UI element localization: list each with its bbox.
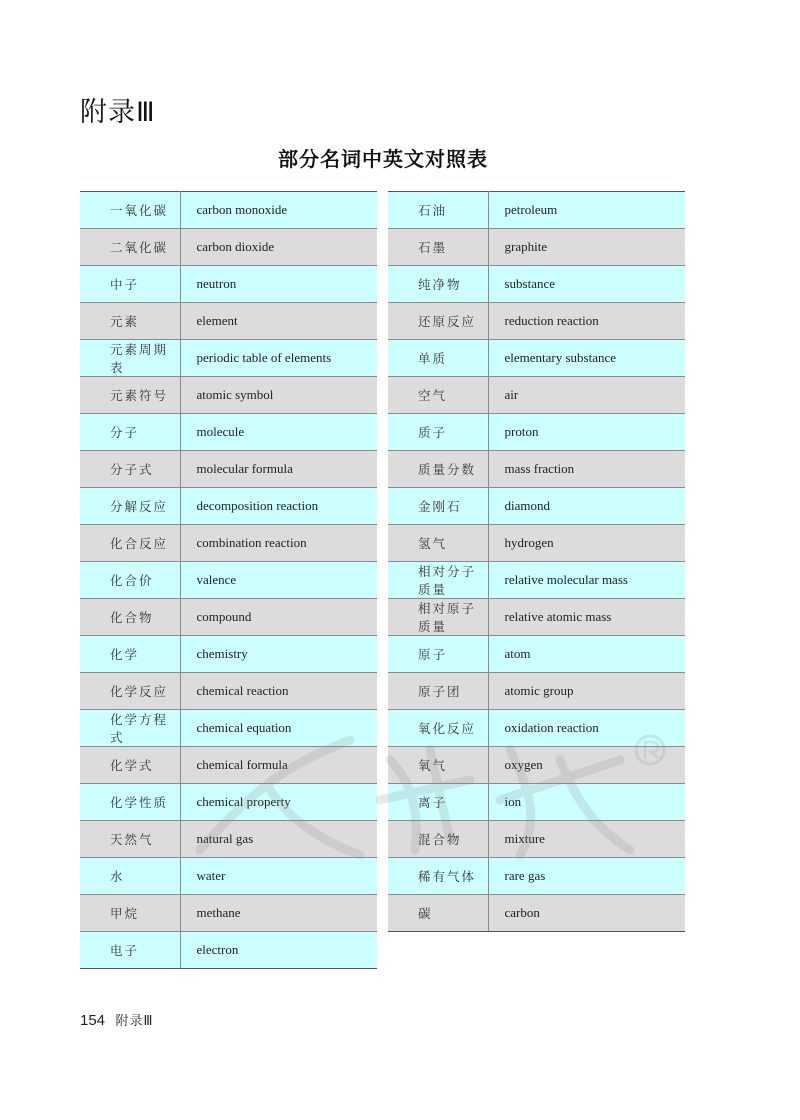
english-term: chemical formula: [180, 747, 377, 784]
chinese-term: 单质: [388, 340, 488, 377]
chinese-term: 元素符号: [80, 377, 180, 414]
chinese-term: 化学方程式: [80, 710, 180, 747]
table-row: [80, 414, 377, 451]
page-footer: [80, 1010, 153, 1029]
chinese-term: 化学性质: [80, 784, 180, 821]
chinese-term: 稀有气体: [388, 858, 488, 895]
table-row: [388, 340, 685, 377]
table-row: [80, 525, 377, 562]
english-term: elementary substance: [488, 340, 685, 377]
english-term: air: [488, 377, 685, 414]
table-row: [388, 192, 685, 229]
table-row: [80, 192, 377, 229]
english-term: molecular formula: [180, 451, 377, 488]
chinese-term: 纯净物: [388, 266, 488, 303]
chinese-term: 分子: [80, 414, 180, 451]
english-term: element: [180, 303, 377, 340]
table-title: 部分名词中英文对照表: [278, 147, 488, 171]
chinese-term: 一氧化碳: [80, 192, 180, 229]
table-row: [80, 747, 377, 784]
chinese-term: 原子团: [388, 673, 488, 710]
chinese-term: 金刚石: [388, 488, 488, 525]
table-row: [80, 821, 377, 858]
table-row: [80, 340, 377, 377]
table-row: [388, 266, 685, 303]
english-term: relative atomic mass: [488, 599, 685, 636]
chinese-term: 相对分子质量: [388, 562, 488, 599]
chinese-term: 石墨: [388, 229, 488, 266]
chinese-term: 氢气: [388, 525, 488, 562]
chinese-term: 空气: [388, 377, 488, 414]
chinese-term: 分子式: [80, 451, 180, 488]
english-term: chemical reaction: [180, 673, 377, 710]
english-term: reduction reaction: [488, 303, 685, 340]
english-term: methane: [180, 895, 377, 932]
english-term: relative molecular mass: [488, 562, 685, 599]
english-term: chemical property: [180, 784, 377, 821]
english-term: hydrogen: [488, 525, 685, 562]
table-row: [80, 562, 377, 599]
chinese-term: 相对原子质量: [388, 599, 488, 636]
english-term: diamond: [488, 488, 685, 525]
table-row: [80, 636, 377, 673]
table-row: [80, 784, 377, 821]
table-row: [388, 525, 685, 562]
chinese-term: 化合价: [80, 562, 180, 599]
chinese-term: 原子: [388, 636, 488, 673]
english-term: carbon: [488, 895, 685, 932]
table-row: [80, 229, 377, 266]
table-row: [388, 821, 685, 858]
table-row: [388, 599, 685, 636]
chinese-term: 化学: [80, 636, 180, 673]
chinese-term: 二氧化碳: [80, 229, 180, 266]
table-row: [80, 932, 377, 969]
appendix-title: 附录Ⅲ: [80, 97, 156, 128]
table-row: [80, 673, 377, 710]
table-row: [388, 858, 685, 895]
table-row: [80, 858, 377, 895]
english-term: combination reaction: [180, 525, 377, 562]
chinese-term: 石油: [388, 192, 488, 229]
chinese-term: 化学反应: [80, 673, 180, 710]
chinese-term: 分解反应: [80, 488, 180, 525]
english-term: mixture: [488, 821, 685, 858]
chinese-term: 化合反应: [80, 525, 180, 562]
table-row: [388, 562, 685, 599]
table-row: [80, 266, 377, 303]
chinese-term: 元素周期表: [80, 340, 180, 377]
footer-label: 附录Ⅲ: [115, 1014, 154, 1029]
table-row: [388, 636, 685, 673]
english-term: neutron: [180, 266, 377, 303]
table-row: [388, 414, 685, 451]
table-row: [388, 747, 685, 784]
table-row: [80, 377, 377, 414]
english-term: oxygen: [488, 747, 685, 784]
english-term: atomic group: [488, 673, 685, 710]
chinese-term: 水: [80, 858, 180, 895]
english-term: rare gas: [488, 858, 685, 895]
english-term: oxidation reaction: [488, 710, 685, 747]
english-term: decomposition reaction: [180, 488, 377, 525]
chinese-term: 还原反应: [388, 303, 488, 340]
table-row: [80, 451, 377, 488]
chinese-term: 元素: [80, 303, 180, 340]
chinese-term: 天然气: [80, 821, 180, 858]
english-term: electron: [180, 932, 377, 969]
page-number: 154: [80, 1012, 106, 1029]
english-term: graphite: [488, 229, 685, 266]
chinese-term: 电子: [80, 932, 180, 969]
chinese-term: 混合物: [388, 821, 488, 858]
table-row: [80, 303, 377, 340]
chinese-term: 中子: [80, 266, 180, 303]
english-term: valence: [180, 562, 377, 599]
english-term: petroleum: [488, 192, 685, 229]
english-term: ion: [488, 784, 685, 821]
english-term: periodic table of elements: [180, 340, 377, 377]
table-row: [388, 229, 685, 266]
table-row: [80, 895, 377, 932]
table-row: [80, 488, 377, 525]
vocabulary-table-left: [80, 191, 377, 969]
vocabulary-table-right: [388, 191, 685, 932]
table-row: [388, 784, 685, 821]
table-row: [388, 710, 685, 747]
english-term: water: [180, 858, 377, 895]
table-row: [388, 673, 685, 710]
table-row: [80, 710, 377, 747]
english-term: atomic symbol: [180, 377, 377, 414]
chinese-term: 氧气: [388, 747, 488, 784]
english-term: molecule: [180, 414, 377, 451]
english-term: carbon monoxide: [180, 192, 377, 229]
english-term: atom: [488, 636, 685, 673]
table-row: [80, 599, 377, 636]
table-row: [388, 377, 685, 414]
table-row: [388, 488, 685, 525]
english-term: carbon dioxide: [180, 229, 377, 266]
table-row: [388, 451, 685, 488]
english-term: compound: [180, 599, 377, 636]
english-term: chemical equation: [180, 710, 377, 747]
chinese-term: 化合物: [80, 599, 180, 636]
english-term: mass fraction: [488, 451, 685, 488]
english-term: proton: [488, 414, 685, 451]
english-term: natural gas: [180, 821, 377, 858]
table-row: [388, 895, 685, 932]
chinese-term: 氧化反应: [388, 710, 488, 747]
table-row: [388, 303, 685, 340]
chinese-term: 化学式: [80, 747, 180, 784]
chinese-term: 离子: [388, 784, 488, 821]
chinese-term: 质子: [388, 414, 488, 451]
chinese-term: 碳: [388, 895, 488, 932]
chinese-term: 质量分数: [388, 451, 488, 488]
english-term: substance: [488, 266, 685, 303]
english-term: chemistry: [180, 636, 377, 673]
chinese-term: 甲烷: [80, 895, 180, 932]
